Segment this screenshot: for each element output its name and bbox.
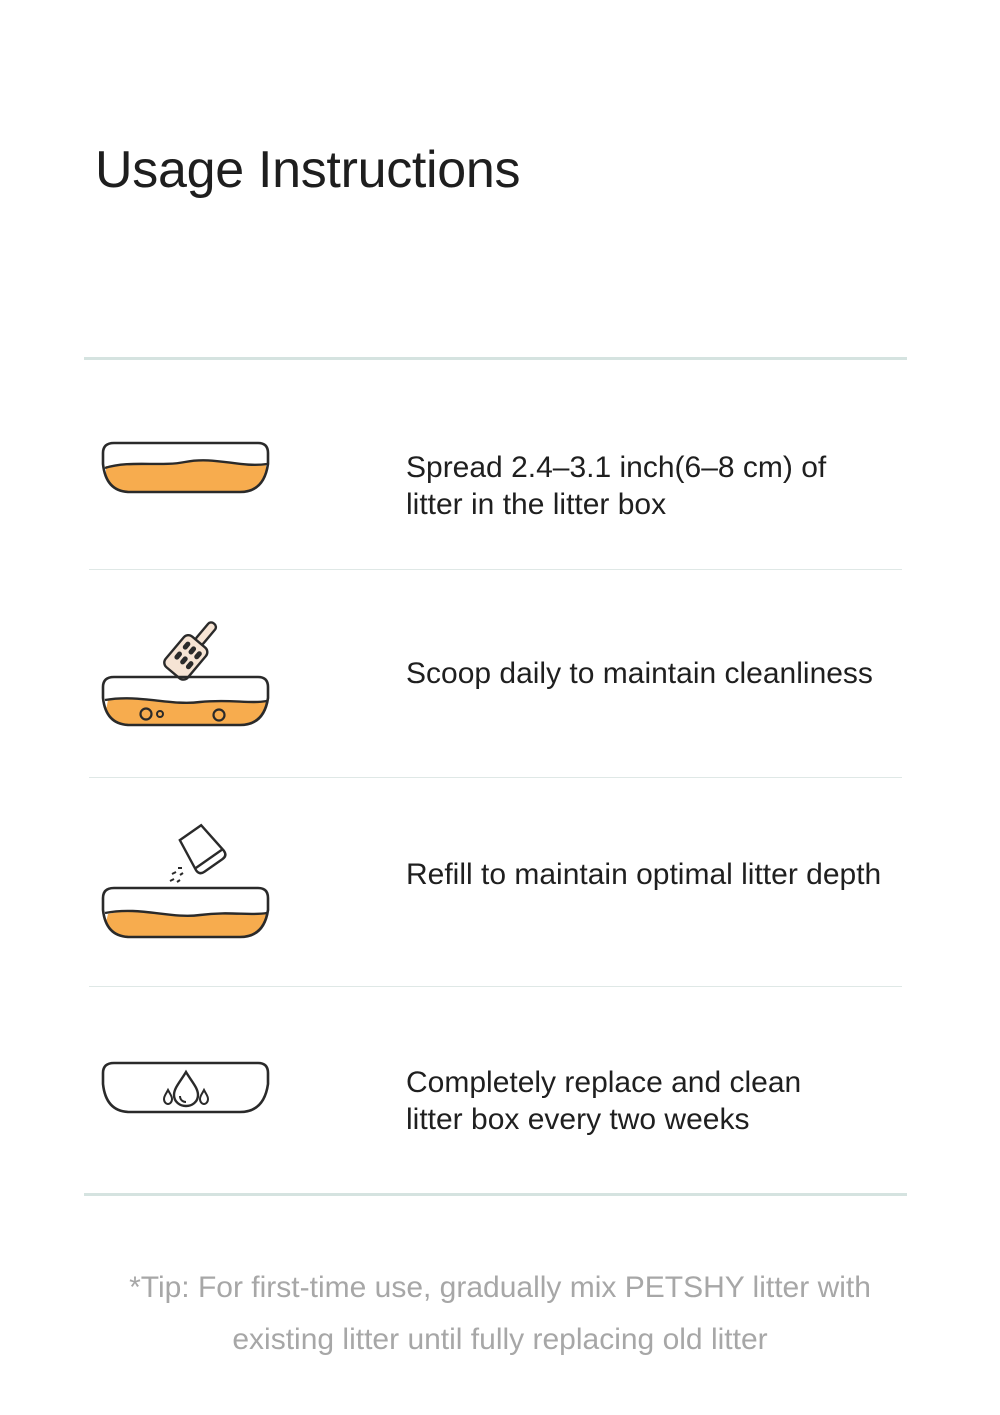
scoop-litter-box-icon <box>100 614 272 730</box>
row-divider <box>89 777 902 778</box>
litter-box-filled-icon <box>100 440 272 498</box>
tip-text: *Tip: For first-time use, gradually mix PETSHY litter with existing litter until fully replacing old litter <box>129 1271 871 1356</box>
page-title: Usage Instructions <box>95 141 521 199</box>
row-divider <box>89 986 902 987</box>
top-divider <box>84 357 907 360</box>
step-text: Scoop daily to maintain cleanliness <box>406 657 873 690</box>
step-text: Spread 2.4–3.1 inch(6–8 cm) of litter in the litter box <box>406 451 827 521</box>
step-text: Completely replace and clean litter box every two weeks <box>406 1066 802 1136</box>
step-text: Refill to maintain optimal litter depth <box>406 858 882 891</box>
row-divider <box>89 569 902 570</box>
bottom-divider <box>84 1193 907 1196</box>
refill-litter-icon <box>100 822 272 942</box>
empty-box-water-drops-icon <box>100 1060 272 1118</box>
